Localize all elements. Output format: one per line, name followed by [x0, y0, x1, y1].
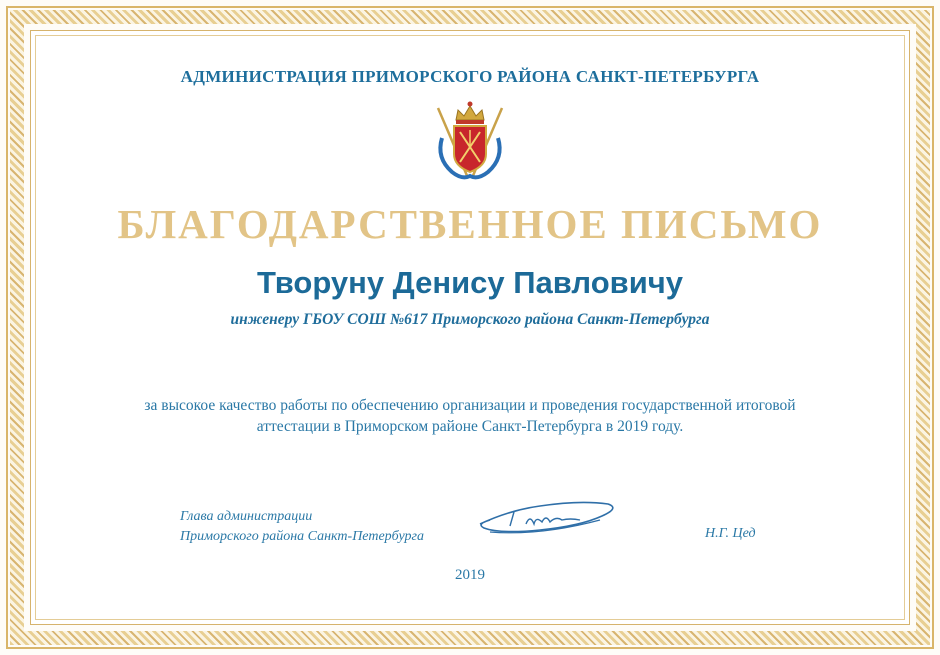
recipient-position: инженеру ГБОУ СОШ №617 Приморского района Санкт-Петербурга [230, 311, 710, 328]
handwritten-signature [470, 490, 620, 540]
issuer-header: АДМИНИСТРАЦИЯ ПРИМОРСКОГО РАЙОНА САНКТ-ПЕТЕРБУРГА [180, 67, 760, 86]
reason-line-2: аттестации в Приморском районе Санкт-Петербурга в 2019 году. [256, 418, 684, 435]
recipient-name: Творуну Денису Павловичу [256, 265, 683, 300]
signatory-name: Н.Г. Цед [705, 526, 756, 541]
saint-petersburg-coat-of-arms-icon [432, 98, 508, 184]
document-title: БЛАГОДАРСТВЕННОЕ ПИСЬМО [117, 201, 823, 247]
signatory-title-line-2: Приморского района Санкт-Петербурга [180, 529, 425, 544]
signatory-title [180, 507, 424, 547]
signatory-title-line-1: Глава администрации [180, 509, 313, 524]
gratitude-reason [0, 395, 940, 437]
reason-line-1: за высокое качество работы по обеспечению организации и проведения государственной итоговой [144, 397, 796, 414]
issue-year: 2019 [455, 567, 485, 583]
